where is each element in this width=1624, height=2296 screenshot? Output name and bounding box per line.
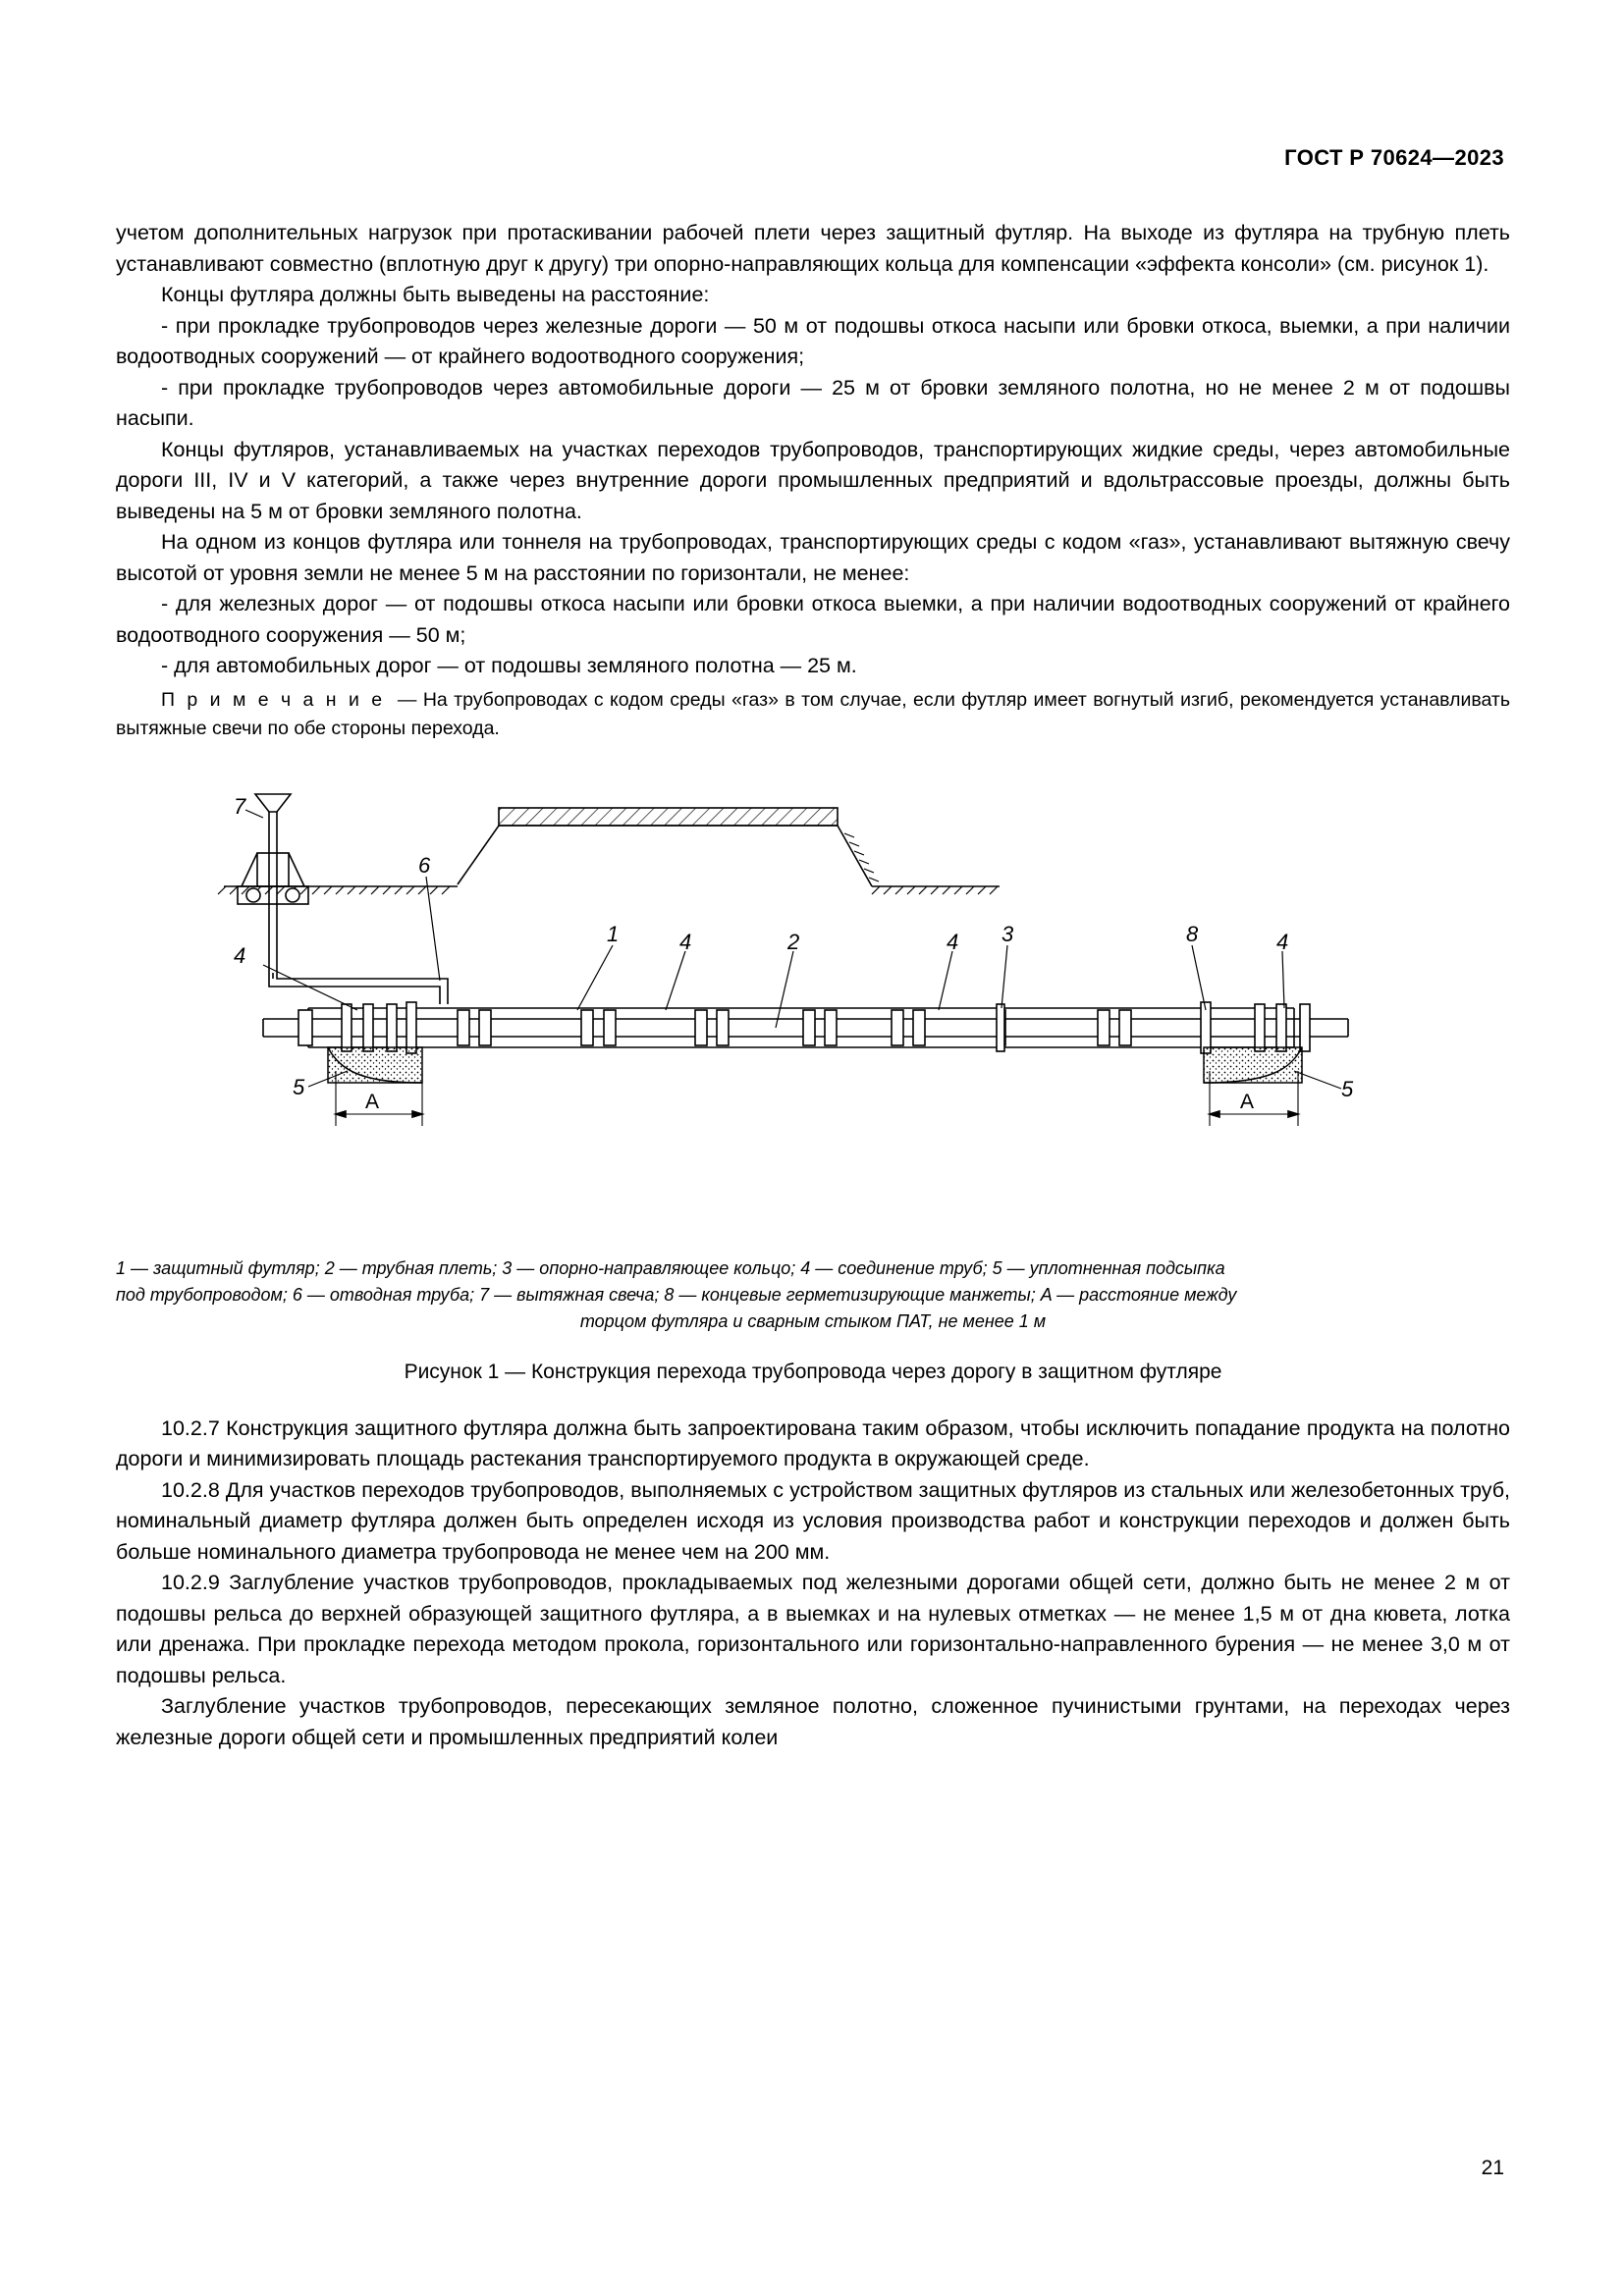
- callout-4-left: 4: [234, 942, 246, 968]
- figure-legend: [116, 1255, 1510, 1335]
- pipeline-crossing-diagram: [116, 776, 1510, 1238]
- page-content: [116, 218, 1510, 1753]
- paragraph: 10.2.9 Заглубление участков трубопроводов, прокладываемых под железными дорогами общей сети, должно быть не менее 2 м от подошвы рельса до верхней образующей защитного футляра, а в выемках и на нулевых отметках — не менее 1,5 м от дна кювета, лотка или дренажа. При прокладке перехода методом прокола, горизонтального или горизонтально-направленного бурения — не менее 3,0 м от подошвы рельса.: [116, 1571, 1510, 1687]
- paragraph: учетом дополнительных нагрузок при протаскивании рабочей плети через защитный футляр. На выходе из футляра на трубную плеть устанавливают совместно (вплотную друг к другу) три опорно-направляющих кольца для компенсации «эффекта консоли» (см. рисунок 1).: [116, 221, 1510, 276]
- paragraph: 10.2.8 Для участков переходов трубопроводов, выполняемых с устройством защитных футляров из стальных или железобетонных труб, номинальный диаметр футляра должен быть определен исходя из условия производства работ и конструкции переходов и должен быть больше номинального диаметра трубопровода не менее чем на 200 мм.: [116, 1477, 1510, 1564]
- callout-3: 3: [1001, 921, 1014, 946]
- note-label: П р и м е ч а н и е: [161, 688, 386, 711]
- page-header-standard-number: ГОСТ Р 70624—2023: [1284, 145, 1504, 170]
- figure-1: [116, 776, 1510, 1238]
- callout-6: 6: [418, 852, 431, 878]
- paragraph: Заглубление участков трубопроводов, пересекающих земляное полотно, сложенное пучинистыми грунтами, на переходах через железные дороги общей сети и промышленных предприятий колеи: [116, 1694, 1510, 1749]
- paragraph: 10.2.7 Конструкция защитного футляра должна быть запроектирована таким образом, чтобы исключить попадание продукта на полотно дороги и минимизировать площадь растекания транспортируемого продукта в окружающей среде.: [116, 1415, 1510, 1470]
- paragraph: - для автомобильных дорог — от подошвы земляного полотна — 25 м.: [161, 654, 857, 677]
- note-text: — На трубопроводах с кодом среды «газ» в том случае, если футляр имеет вогнутый изгиб, рекомендуется устанавливать вытяжные свечи по обе стороны перехода.: [116, 688, 1511, 739]
- page-number: 21: [1481, 2157, 1504, 2179]
- callout-4-c: 4: [1276, 929, 1289, 954]
- callout-4-b: 4: [947, 929, 959, 954]
- figure-legend-line-1: 1 — защитный футляр; 2 — трубная плеть; 3 — опорно-направляющее кольцо; 4 — соединение труб; 5 — уплотненная подсыпка: [116, 1257, 1225, 1278]
- callout-8: 8: [1186, 921, 1199, 946]
- paragraph: Концы футляров, устанавливаемых на участках переходов трубопроводов, транспортирующих жидкие среды, через автомобильные дороги III, IV и V категорий, а также через внутренние дороги промышленных предприятий и вдольтрассовые проезды, должны быть выведены на 5 м от бровки земляного полотна.: [116, 437, 1510, 523]
- figure-title: Рисунок 1 — Конструкция перехода трубопровода через дорогу в защитном футляре: [404, 1360, 1222, 1383]
- paragraph: - при прокладке трубопроводов через автомобильные дороги — 25 м от бровки земляного полотна, но не менее 2 м от подошвы насыпи.: [116, 375, 1510, 430]
- paragraph: - для железных дорог — от подошвы откоса насыпи или бровки откоса выемки, а при наличии водоотводных сооружений от крайнего водоотводного сооружения — 50 м;: [116, 592, 1510, 647]
- callout-5-right: 5: [1341, 1076, 1354, 1101]
- dimension-a-right: A: [1239, 1090, 1255, 1113]
- callout-1: 1: [607, 921, 620, 946]
- callout-7: 7: [234, 793, 246, 819]
- figure-legend-line-3: торцом футляра и сварным стыком ПАТ, не менее 1 м: [579, 1310, 1047, 1331]
- paragraph: - при прокладке трубопроводов через железные дороги — 50 м от подошвы откоса насыпи или бровки откоса, выемки, а при наличии водоотводных сооружений — от крайнего водоотводного сооружения;: [116, 313, 1510, 368]
- paragraph: На одном из концов футляра или тоннеля на трубопроводах, транспортирующих среды с кодом «газ», устанавливают вытяжную свечу высотой от уровня земли не менее 5 м на расстоянии по горизонтали, не менее:: [116, 530, 1510, 585]
- callout-2: 2: [787, 929, 800, 954]
- callout-4-a: 4: [679, 929, 692, 954]
- dimension-a-left: A: [364, 1090, 380, 1113]
- paragraph: Концы футляра должны быть выведены на расстояние:: [161, 283, 710, 306]
- callout-5-left: 5: [293, 1074, 305, 1099]
- figure-legend-line-2: под трубопроводом; 6 — отводная труба; 7 — вытяжная свеча; 8 — концевые герметизирующие манжеты; A — расстояние между: [116, 1284, 1237, 1305]
- note-block: [116, 686, 1510, 743]
